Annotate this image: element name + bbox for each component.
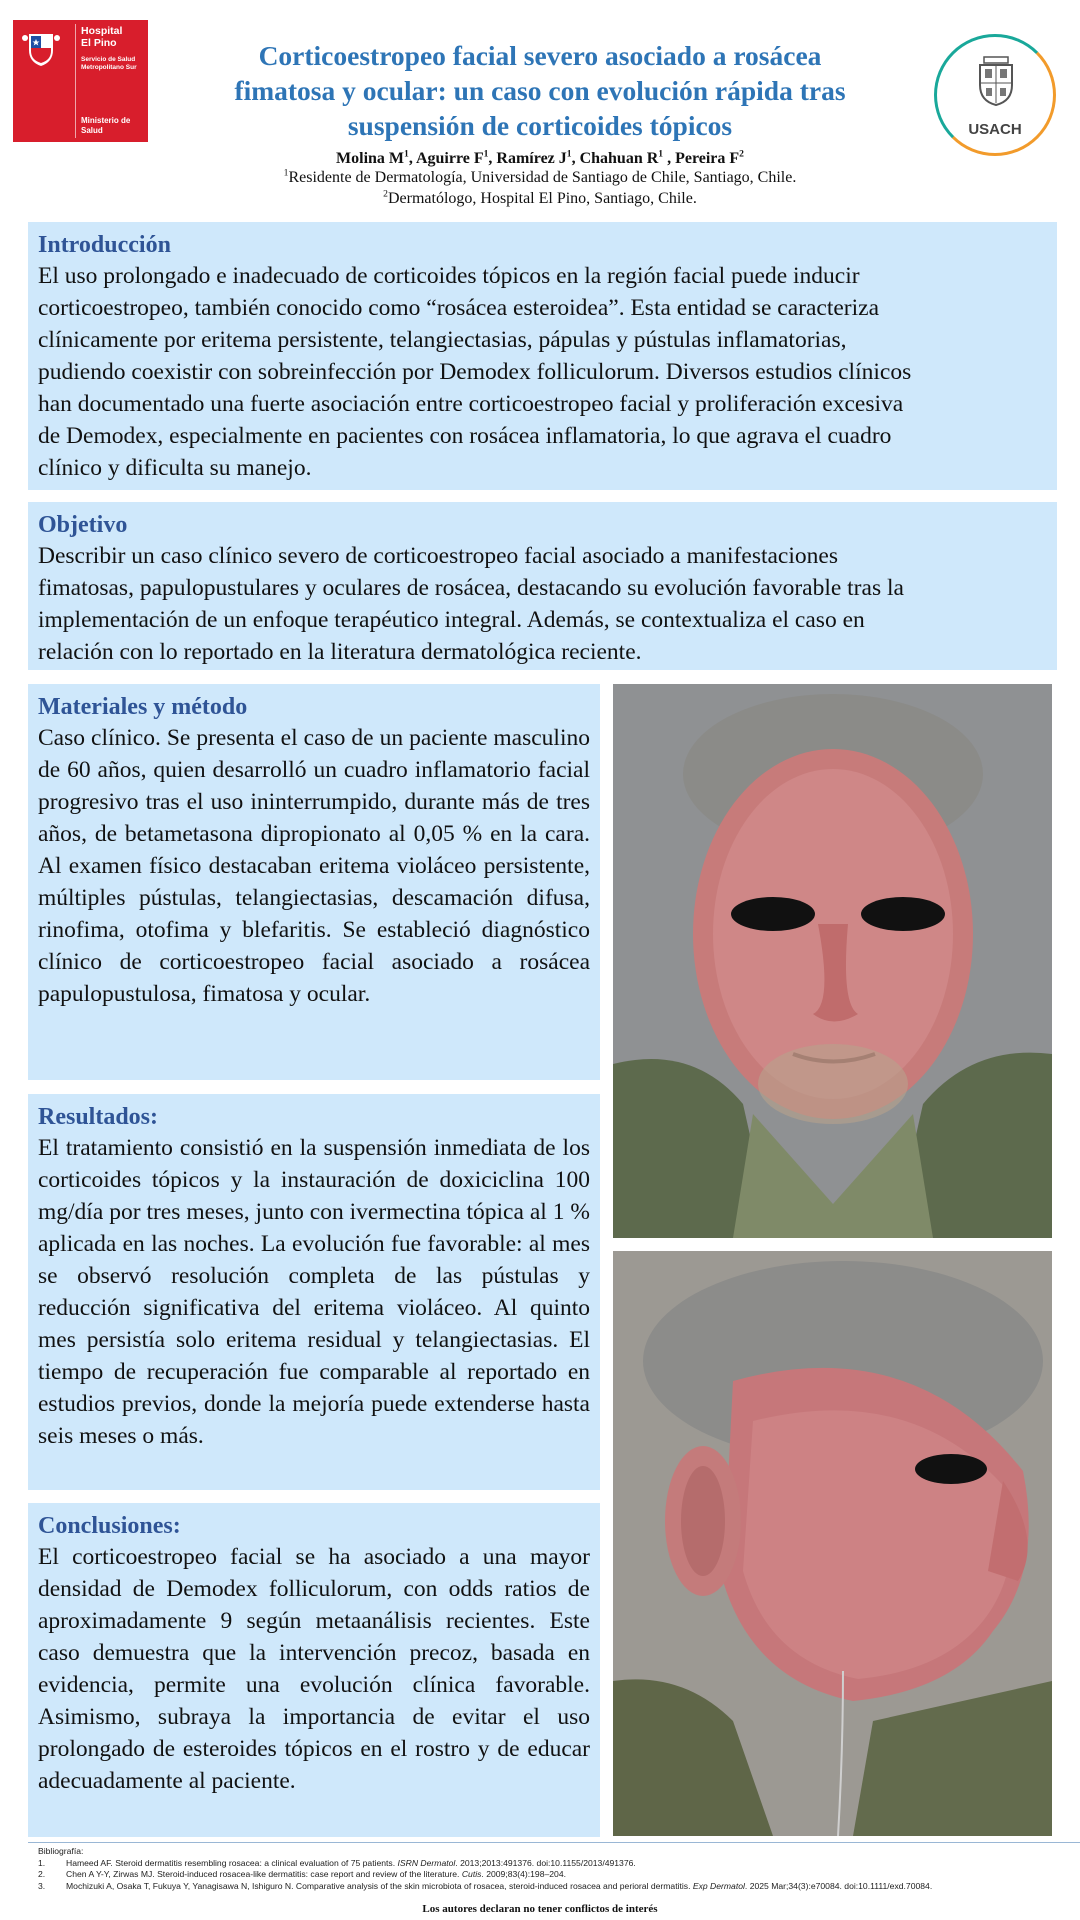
usach-label: USACH <box>968 121 1022 138</box>
conclusions-text: El corticoestropeo facial se ha asociado a una mayor densidad de Demodex folliculorum, con odds ratios de aproximadamente 9 según metaanálisis recientes. Este caso demuestra que la intervención precoz, basada en evidencia, permite una evolución clínica favorable. Asimismo, subraya la importancia de evitar el uso prolongado de esteroides tópicos en el rostro y de educar adecuadamente al paciente. <box>38 1544 590 1794</box>
hospital-el-pino-logo <box>13 20 148 142</box>
methods-heading: Materiales y método <box>38 694 248 720</box>
clinical-photo-lateral <box>613 1251 1052 1836</box>
conflict-of-interest-statement: Los autores declaran no tener conflictos de interés <box>422 1903 658 1915</box>
author-name: Molina M <box>336 150 405 167</box>
results-text: El tratamiento consistió en la suspensión inmediata de los corticoides tópicos y la instauración de doxiciclina 100 mg/día por tres meses, junto con ivermectina tópica al 1 % aplicada en las noches. La evolución fue favorable: al mes se observó resolución completa de las pústulas y reducción significativa del eritema violáceo. Al quinto mes persistía solo eritema residual y telangiectasias. El tiempo de recuperación fue comparable al reportado en estudios previos, donde la mejoría puede extenderse hasta seis meses o más. <box>38 1135 590 1449</box>
bibliography <box>28 1842 1080 1892</box>
conclusions-section <box>28 1503 600 1837</box>
author-name: Ramírez J <box>496 150 567 167</box>
logo-service-name: Servicio de Salud Metropolitano Sur <box>81 56 137 71</box>
conclusions-heading: Conclusiones: <box>38 1513 181 1539</box>
objective-section <box>28 502 1057 670</box>
poster-title: Corticoestropeo facial severo asociado a rosácea fimatosa y ocular: un caso con evolución rápida tras suspensión de corticoides tópicos <box>234 40 846 141</box>
objective-text: Describir un caso clínico severo de corticoestropeo facial asociado a manifestaciones fimatosas, papulopustulares y oculares de rosácea, destacando su evolución favorable tras la implementación de un enfoque terapéutico integral. Además, se contextualiza el caso en relación con lo reportado en la literatura dermatológica reciente. <box>38 543 904 665</box>
results-heading: Resultados: <box>38 1104 159 1130</box>
results-section <box>28 1094 600 1490</box>
author-affiliation-mark: 1 <box>483 148 489 160</box>
introduction-text: El uso prolongado e inadecuado de corticoides tópicos en la región facial puede inducir corticoestropeo, también conocido como “rosácea esteroidea”. Esta entidad se caracteriza clínicamente por eritema persistente, telangiectasias, pápulas y pústulas inflamatorias, pudiendo coexistir con sobreinfección por Demodex folliculorum. Diversos estudios clínicos han documentado una fuerte asociación entre corticoestropeo facial y proliferación excesiva de Demodex, especialmente en pacientes con rosácea inflamatoria, lo que agrava el cuadro clínico y dificulta su manejo. <box>38 263 912 481</box>
introduction-heading: Introducción <box>38 232 171 258</box>
author-name: Chahuan R <box>579 150 659 167</box>
reference-item: 2. Chen A Y-Y, Zirwas MJ. Steroid-induced rosacea-like dermatitis: case report and review of the literature. Cutis. 2009;83(4):198–204. <box>38 1869 566 1879</box>
reference-item: 1. Hameed AF. Steroid dermatitis resembling rosacea: a clinical evaluation of 75 patients. ISRN Dermatol. 2013;2013:491376. doi:10.1155/2013/491376. <box>38 1857 636 1868</box>
author-list: Molina $M^1$, Aguirre $F^1$, Ramírez $J^1$, Chahuan $R^1$ , Pereira $F^2$ <box>336 148 744 167</box>
reference-item: 3. Mochizuki A, Osaka T, Fukuya Y, Yanagisawa N, Ishiguro N. Comparative analysis of the skin microbiota of rosacea, steroid-induced rosacea and perioral dermatitis. Exp Dermatol. 2025 Mar;34(3):e70084. doi:10.1111/exd.70084. <box>38 1880 933 1891</box>
author-affiliation-mark: 1 <box>658 148 664 160</box>
introduction-section <box>28 222 1057 490</box>
author-name: Aguirre F <box>415 150 484 167</box>
logo-ministry-name: Ministerio de Salud <box>81 116 131 135</box>
chile-coat-of-arms-icon <box>21 28 61 68</box>
clinical-photo-frontal <box>613 684 1052 1238</box>
author-name: Pereira F <box>675 150 740 167</box>
author-affiliation-mark: 1 <box>566 148 572 160</box>
affiliation-2: $^2$Dermatólogo, Hospital El Pino, Santiago, Chile. <box>383 188 697 207</box>
usach-crest-icon <box>976 55 1016 107</box>
methods-section <box>28 684 600 1080</box>
objective-heading: Objetivo <box>38 512 128 538</box>
logo-hospital-name: Hospital El Pino <box>81 25 123 49</box>
author-affiliation-mark: 1 <box>404 148 409 160</box>
affiliation-1: $^1$Residente de Dermatología, Universidad de Santiago de Chile, Santiago, Chile. <box>283 167 797 186</box>
usach-logo <box>934 34 1056 156</box>
methods-text: Caso clínico. Se presenta el caso de un paciente masculino de 60 años, quien desarrolló un cuadro inflamatorio facial progresivo tras el uso ininterrumpido, durante más de tres años, de betametasona dipropionato al 0,05 % en la cara. Al examen físico destacaban eritema violáceo persistente, múltiples pústulas, telangiectasias, descamación difusa, rinofima, otofima y blefaritis. Se estableció diagnóstico clínico de corticoestropeo facial asociado a rosácea papulopustulosa, fimatosa y ocular. <box>38 725 590 1007</box>
author-affiliation-mark: 2 <box>739 148 744 160</box>
bibliography-heading: Bibliografía: <box>38 1846 84 1856</box>
